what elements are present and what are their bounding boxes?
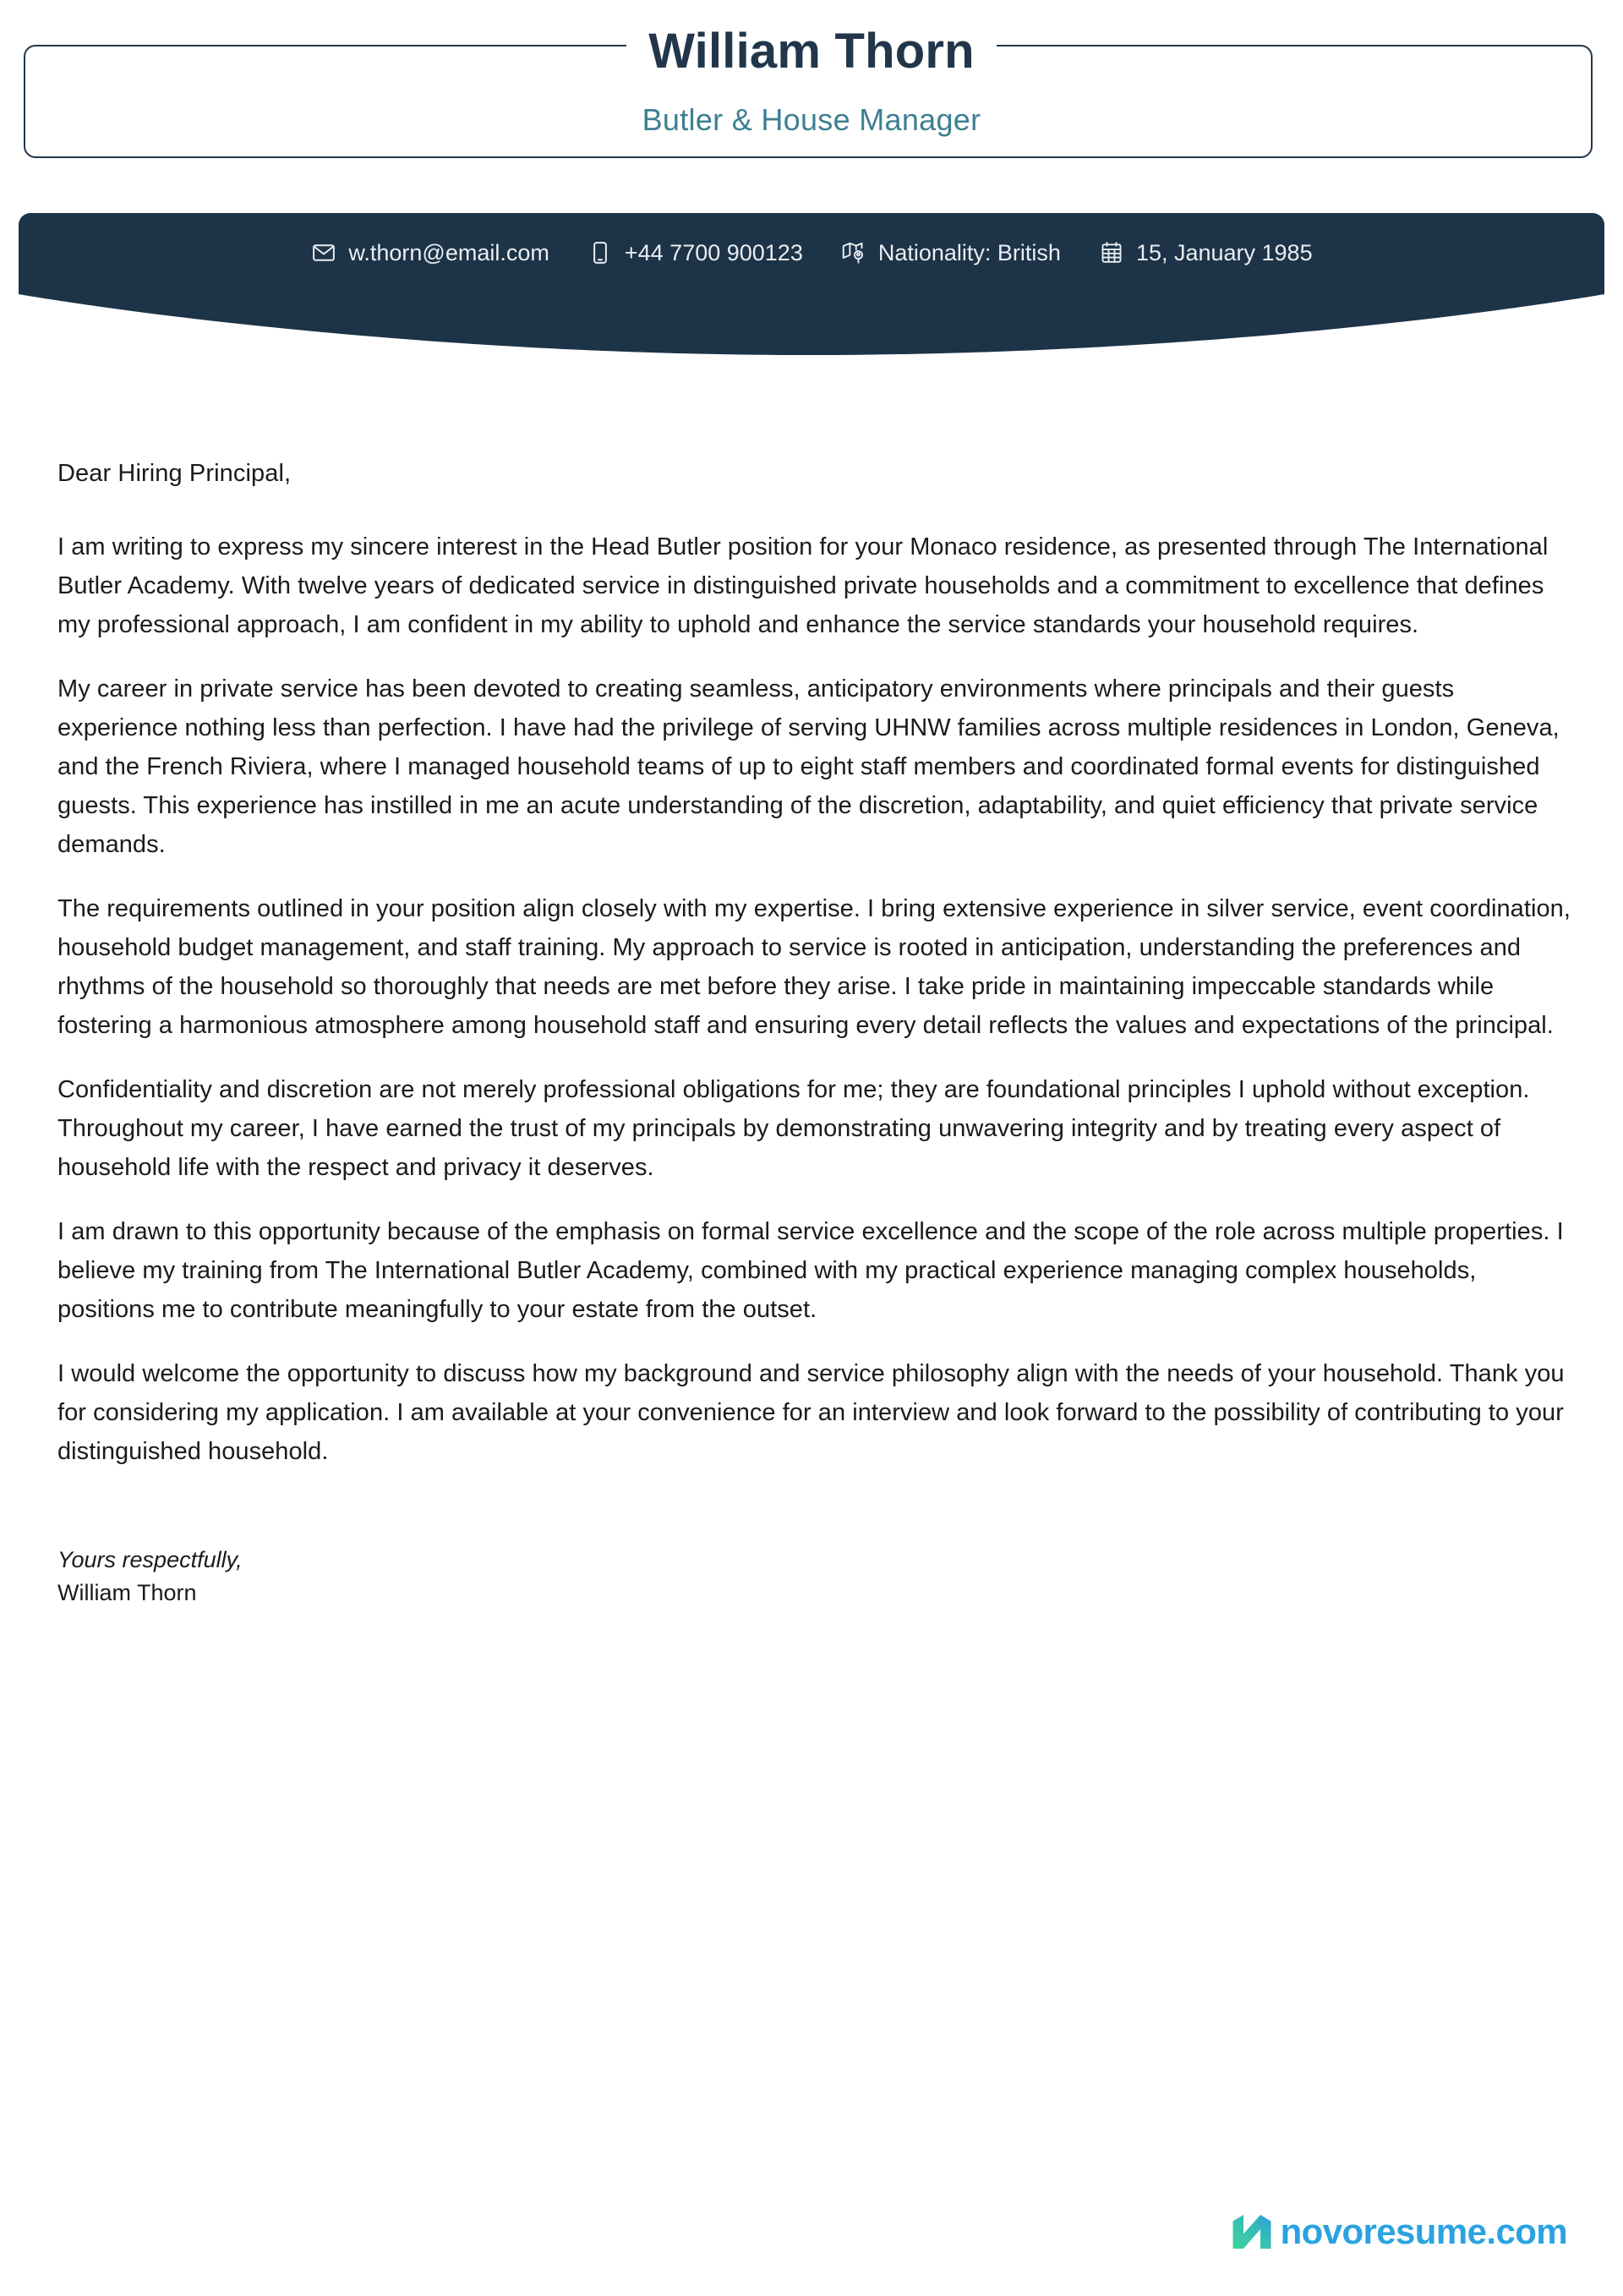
letter-body xyxy=(57,456,1571,1610)
contact-phone-text: +44 7700 900123 xyxy=(624,240,803,265)
candidate-job-title: Butler & House Manager xyxy=(642,102,981,137)
signature-name: William Thorn xyxy=(57,1580,197,1605)
contact-item-nationality xyxy=(840,239,1061,266)
contact-banner xyxy=(19,213,1604,355)
document-header xyxy=(0,0,1623,355)
closing-phrase: Yours respectfully, xyxy=(57,1547,243,1572)
letter-paragraph: Confidentiality and discretion are not merely professional obligations for me; they are foundational principles I uphold without exception. Throughout my career, I have earned the trust of my principals by demonstrating unwavering integrity and by treating every aspect of household life with the respect and privacy it deserves. xyxy=(57,1076,1530,1181)
letter-paragraph: I would welcome the opportunity to discuss how my background and service philosophy align with the needs of your household. Thank you for considering my application. I am available at your convenience for an interview and look forward to the possibility of contributing to your distinguished household. xyxy=(57,1360,1565,1465)
candidate-name: William Thorn xyxy=(626,24,997,79)
mobile-phone-icon xyxy=(587,239,614,266)
contact-list xyxy=(19,213,1604,292)
contact-item-phone xyxy=(587,239,803,266)
letter-paragraph: I am writing to express my sincere interest in the Head Butler position for your Monaco residence, as presented through The International Butler Academy. With twelve years of dedicated service in distinguished private households and a commitment to excellence that defines my professional approach, I am confident in my ability to uphold and enhance the service standards your household requires. xyxy=(57,533,1549,638)
calendar-icon xyxy=(1098,239,1125,266)
contact-email-text: w.thorn@email.com xyxy=(348,240,549,265)
letter-paragraph: My career in private service has been devoted to creating seamless, anticipatory environments where principals and their guests experience nothing less than perfection. I have had the privilege of serving UHNW families across multiple residences in London, Geneva, and the French Riviera, where I managed household teams of up to eight staff members and coordinated formal events for distinguished guests. This experience has instilled in me an acute understanding of the discretion, adaptability, and quiet efficiency that private service demands. xyxy=(57,675,1560,858)
envelope-icon xyxy=(310,239,337,266)
novoresume-n-logo-icon xyxy=(1230,2211,1274,2252)
letter-paragraph: The requirements outlined in your position align closely with my expertise. I bring extensive experience in silver service, event coordination, household budget management, and staff training. My approach to service is rooted in anticipation, understanding the preferences and rhythms of the household so thoroughly that needs are met before they arise. I take pride in maintaining impeccable standards while fostering a harmonious atmosphere among household staff and ensuring every detail reflects the values and expectations of the principal. xyxy=(57,895,1571,1039)
contact-item-birthdate xyxy=(1098,239,1313,266)
contact-nationality-text: Nationality: British xyxy=(877,240,1061,265)
letter-signoff xyxy=(57,1544,1571,1610)
contact-item-email xyxy=(310,239,549,266)
novoresume-wordmark: novoresume.com xyxy=(1280,2211,1567,2251)
letter-paragraph: I am drawn to this opportunity because of the emphasis on formal service excellence and the scope of the role across multiple properties. I believe my training from The International Butler Academy, combined with my practical experience managing complex households, positions me to contribute meaningfully to your estate from the outset. xyxy=(57,1218,1564,1323)
novoresume-branding[interactable] xyxy=(1230,2208,1567,2255)
letter-salutation: Dear Hiring Principal, xyxy=(57,460,292,487)
map-pin-icon xyxy=(840,239,867,266)
contact-birthdate-text: 15, January 1985 xyxy=(1135,240,1313,265)
